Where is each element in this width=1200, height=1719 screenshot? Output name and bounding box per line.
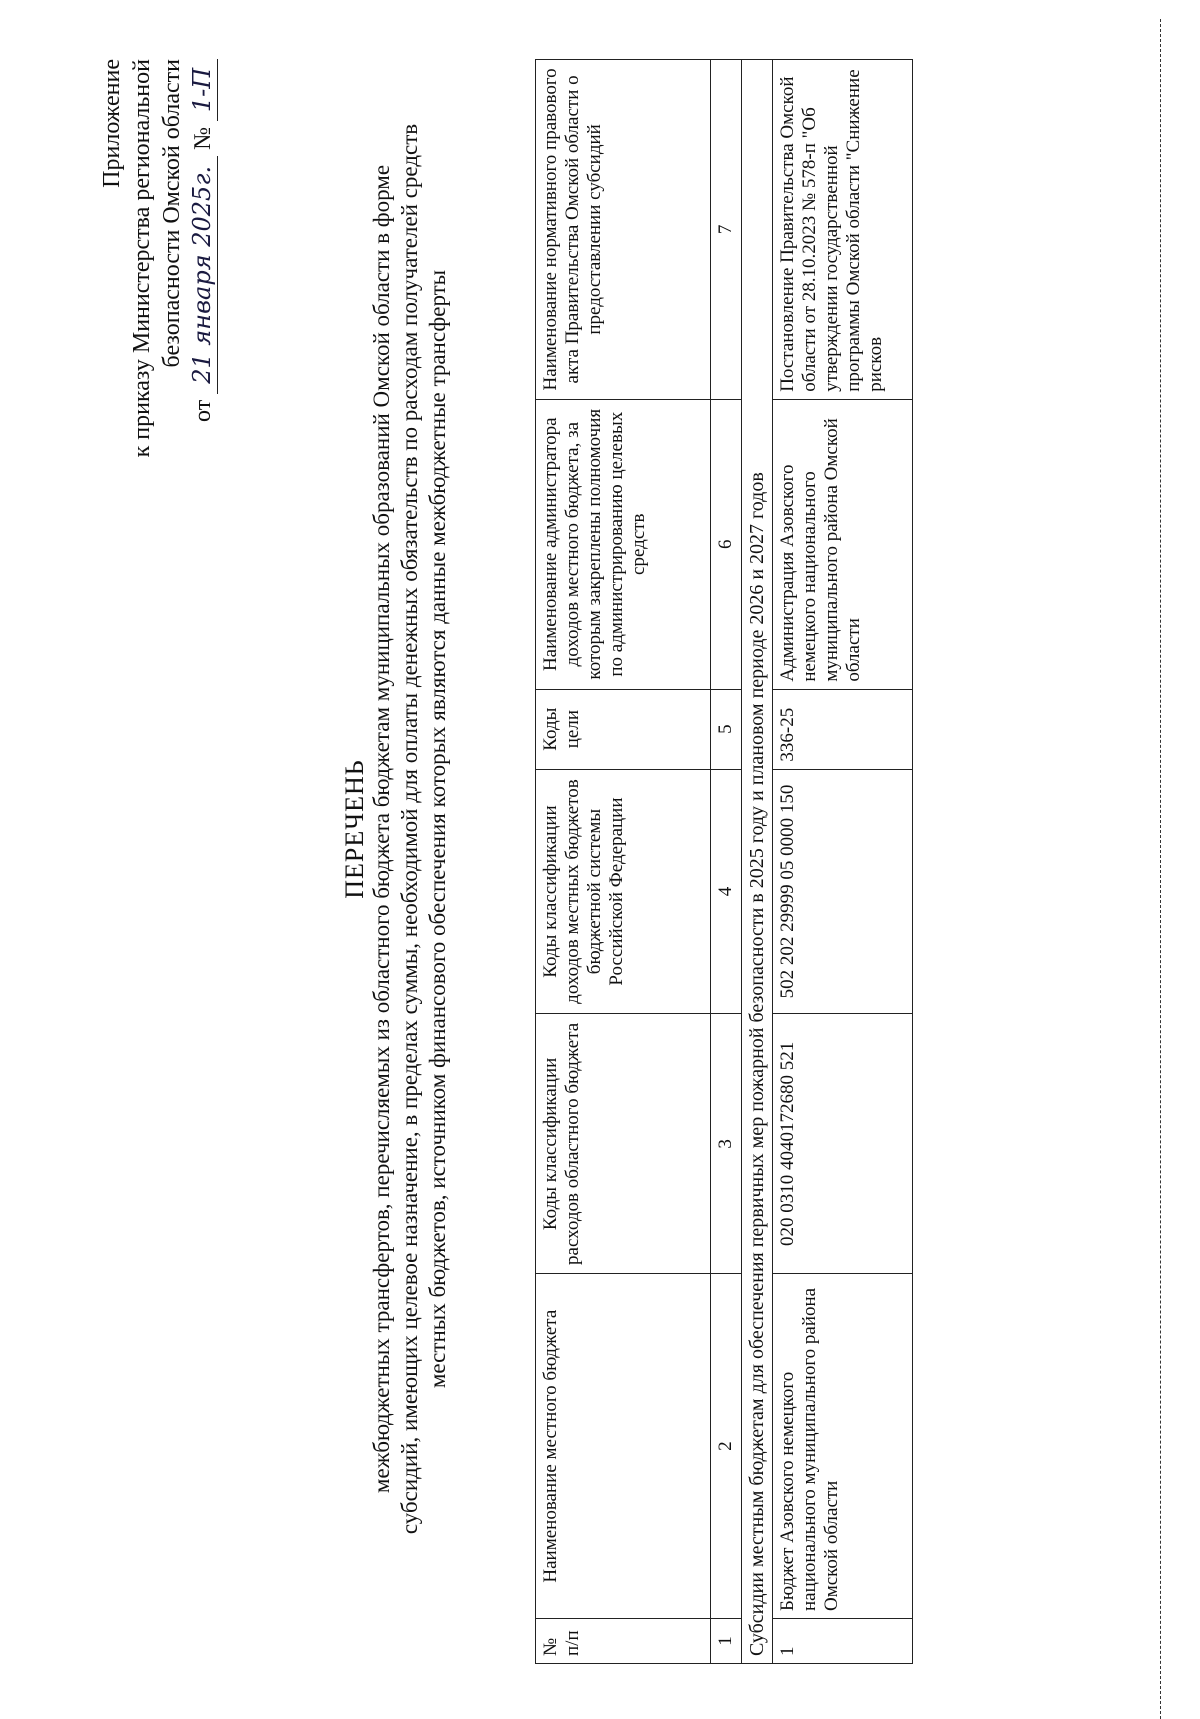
column-number: 5 <box>711 689 742 769</box>
section-row <box>742 60 773 1664</box>
appendix-label: Приложение <box>99 59 125 188</box>
column-number: 2 <box>711 1274 742 1619</box>
col-header-administrator: Наименование администратора доходов местного бюджета, за которым закреплены полномочия по администрированию целевых средств <box>536 399 711 689</box>
col-header-expense-code: Коды классификации расходов областного бюджета <box>536 1014 711 1274</box>
column-number: 1 <box>711 1619 742 1664</box>
col-header-budget: Наименование местного бюджета <box>536 1274 711 1619</box>
ministry-line: безопасности Омской области <box>159 59 185 368</box>
from-prefix: от <box>190 399 216 422</box>
document-subtitle: межбюджетных трансфертов, перечисляемых из областного бюджета бюджетам муниципальных образований Омской области в форме субсидий, имеющих целевое назначение, в пределах суммы, необходимой для оплаты денежных обязательств по расходам получателей средств местных бюджетов, источником финансового обеспечения которых являются данные межбюджетные трансферты <box>369 123 450 1535</box>
order-ref-line: к приказу Министерства региональной <box>129 59 155 458</box>
column-number-row <box>711 60 742 1664</box>
handwritten-number: 1-П <box>187 59 218 121</box>
column-number: 3 <box>711 1014 742 1274</box>
col-header-target-code: Коды цели <box>536 689 711 769</box>
column-number: 6 <box>711 399 742 689</box>
transfers-table <box>535 59 913 1664</box>
col-header-income-code: Коды классификации доходов местных бюджетов бюджетной системы Российской Федерации <box>536 769 711 1014</box>
order-header <box>97 59 218 599</box>
row-income-code: 502 202 29999 05 0000 150 <box>773 769 913 1014</box>
column-number: 4 <box>711 769 742 1014</box>
document-title: ПЕРЕЧЕНЬ <box>340 759 369 899</box>
table-row <box>773 60 913 1664</box>
page-edge-line <box>1160 19 1161 1719</box>
handwritten-date: 21 января 2025г. <box>187 156 218 394</box>
col-header-act: Наименование нормативного правового акта Правительства Омской области о предоставлении субсидий <box>536 60 711 400</box>
order-date-line <box>187 59 218 599</box>
col-header-num: № п/п <box>536 1619 711 1664</box>
row-administrator: Администрация Азовского немецкого национального муниципального района Омской области <box>773 399 913 689</box>
column-number: 7 <box>711 60 742 400</box>
row-act: Постановление Правительства Омской области от 28.10.2023 № 578-п "Об утверждении государственной программы Омской области "Снижение рисков <box>773 60 913 400</box>
row-target-code: 336-25 <box>773 689 913 769</box>
row-expense-code: 020 0310 4040172680 521 <box>773 1014 913 1274</box>
number-prefix: № <box>190 127 216 150</box>
section-title: Субсидии местным бюджетам для обеспечения первичных мер пожарной безопасности в 2025 году и плановом периоде 2026 и 2027 годов <box>742 60 773 1664</box>
header-row <box>536 60 711 1664</box>
row-budget: Бюджет Азовского немецкого национального муниципального района Омской области <box>773 1274 913 1619</box>
row-num: 1 <box>773 1619 913 1664</box>
